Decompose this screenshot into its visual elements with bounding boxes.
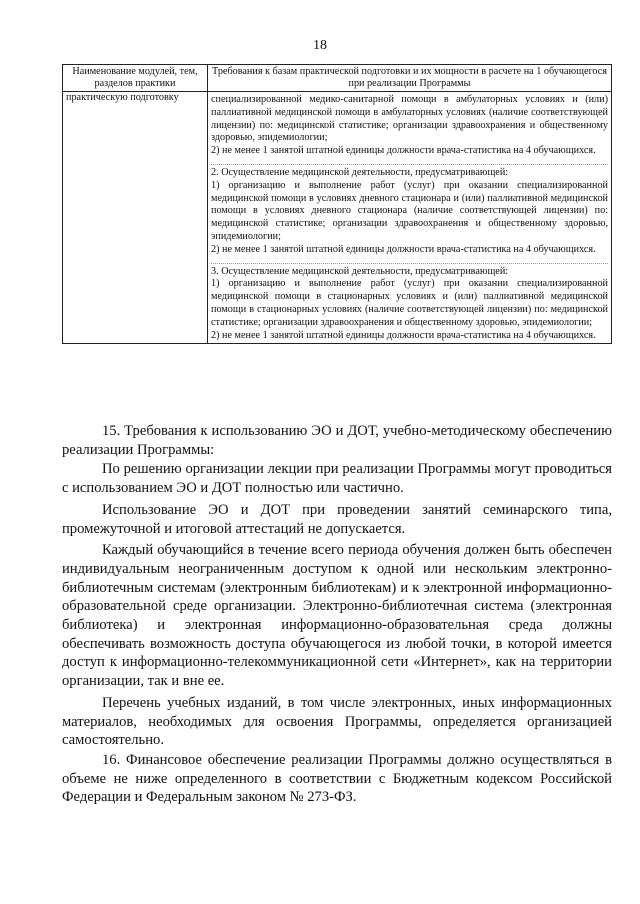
row-label-cell: практическую подготовку bbox=[63, 92, 208, 344]
requirement-text: 2) не менее 1 занятой штатной единицы должности врача-статистика на 4 обучающихся. bbox=[211, 329, 596, 341]
paragraph-section-15: 15. Требования к использованию ЭО и ДОТ, учебно-методическому обеспечению реализации Программы: bbox=[62, 423, 612, 458]
requirement-text: специализированной медико-санитарной помощи в амбулаторных условиях и (или) паллиативной медицинской помощи в амбулаторных условиях (наличие соответствующей лицензии) по: медицинской статистике; организации здравоохранения и общественному здоровью, эпидемиологии; bbox=[211, 94, 608, 144]
requirement-text: 2) не менее 1 занятой штатной единицы должности врача-статистика на 4 обучающихся. bbox=[211, 243, 596, 255]
requirement-text: 1) организацию и выполнение работ (услуг) при оказании специализированной медицинской помощи в стационарных условиях и (или) паллиативной медицинской помощи в стационарных условиях (наличие соответствующей лицензии) по: медицинской статистике; организации здравоохранения и общественному здоровью, эпидемиологии; bbox=[211, 278, 608, 328]
requirement-block-1 bbox=[211, 92, 608, 165]
requirements-table bbox=[62, 64, 612, 344]
requirements-cell bbox=[208, 92, 612, 344]
page-number: 18 bbox=[313, 38, 327, 53]
header-requirements: Требования к базам практической подготовки и их мощности в расчете на 1 обучающегося при реализации Программы bbox=[208, 65, 612, 92]
requirement-block-3 bbox=[211, 264, 608, 344]
paragraph: Каждый обучающийся в течение всего периода обучения должен быть обеспечен индивидуальным неограниченным доступом к одной или нескольким электронно-библиотечным системам (электронным библиотекам) и к электронной информационно-образовательной среде организации. Электронно-библиотечная система (электронная библиотека) и электронная информационно-образовательная среда должны обеспечивать возможность доступа обучающегося из любой точки, в которой имеется доступ к информационно-телекоммуникационной сети «Интернет», как на территории организации, так и вне ее. bbox=[62, 542, 612, 690]
paragraph: По решению организации лекции при реализации Программы могут проводиться с использованием ЭО и ДОТ полностью или частично. bbox=[62, 461, 612, 497]
table-header-row bbox=[63, 65, 612, 92]
requirement-text: 2. Осуществление медицинской деятельности, предусматривающей: bbox=[211, 166, 509, 178]
paragraph-section-16: 16. Финансовое обеспечение реализации Программы должно осуществляться в объеме не ниже определенного в соответствии с Бюджетным кодексом Российской Федерации и Федеральным законом № 273-ФЗ. bbox=[62, 751, 612, 806]
header-modules: Наименование модулей, тем, разделов практики bbox=[63, 65, 208, 92]
table-row bbox=[63, 92, 612, 344]
requirement-text: 2) не менее 1 занятой штатной единицы должности врача-статистика на 4 обучающихся. bbox=[211, 145, 596, 157]
paragraph: Использование ЭО и ДОТ при проведении занятий семинарского типа, промежуточной и итоговой аттестаций не допускается. bbox=[62, 501, 612, 537]
body-text bbox=[62, 422, 612, 808]
requirement-text: 1) организацию и выполнение работ (услуг) при оказании специализированной медицинской помощи в условиях дневного стационара и (или) паллиативной медицинской помощи в условиях дневного стационара (наличие соответствующей лицензии) по: медицинской статистике; организации здравоохранения и общественному здоровью, эпидемиологии; bbox=[211, 179, 608, 242]
requirement-text: 3. Осуществление медицинской деятельности, предусматривающей: bbox=[211, 265, 509, 277]
paragraph: Перечень учебных изданий, в том числе электронных, иных информационных материалов, необходимых для освоения Программы, определяется организацией самостоятельно. bbox=[62, 694, 612, 749]
requirement-block-2 bbox=[211, 165, 608, 264]
